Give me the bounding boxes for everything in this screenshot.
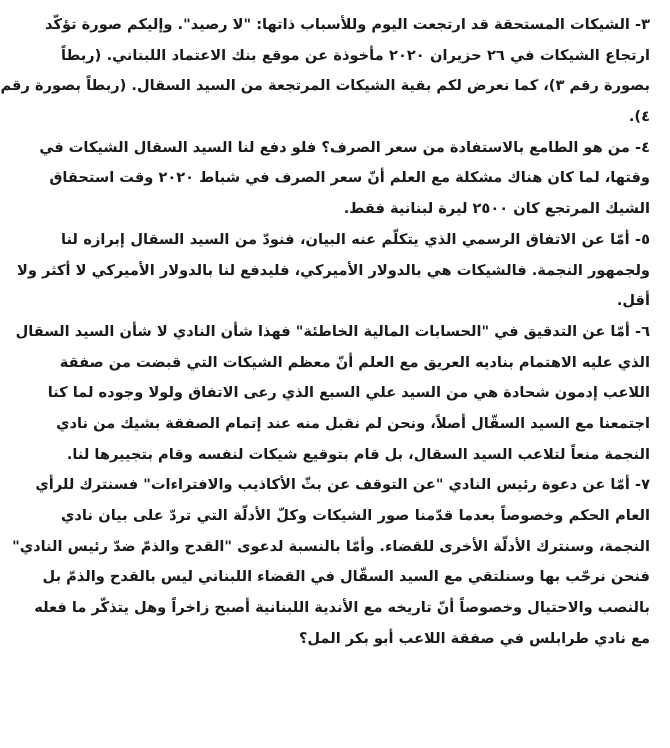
text-line: فنحن نرحّب بها وسنلتقي مع السيد السقّال في القضاء اللبناني ليس بالقدح والذمّ بل <box>42 568 650 586</box>
text-line: ٣- الشيكات المستحقة قد ارتجعت اليوم وللأسباب ذاتها: "لا رصيد". وإليكم صورة تؤكّد <box>45 16 650 33</box>
text-line: اللاعب إدمون شحادة هي من السيد علي السبع الذي رعى الاتفاق ولولا وجوده لما كنا <box>47 384 650 402</box>
text-line: ٧- أمّا عن دعوة رئيس النادي "عن التوقف عن بثّ الأكاذيب والافتراءات" فسنترك للرأي <box>35 476 650 494</box>
text-line: النجمة منعاً لتلاعب السيد السقال، بل قام بتوقيع شيكات لنفسه وقام بتجييرها لنا. <box>66 445 650 463</box>
paragraph-item-4 <box>39 133 650 225</box>
text-line: ٥- أمّا عن الاتفاق الرسمي الذي يتكلّم عنه البيان، فنودّ من السيد السقال إبرازه لنا <box>61 230 650 248</box>
paragraph-item-6 <box>15 317 650 470</box>
paragraph-item-5 <box>17 225 650 317</box>
paragraph-item-3 <box>0 10 650 133</box>
text-line: اجتمعنا مع السيد السقّال أصلاً، ونحن لم نقبل منه عند إتمام الصفقة بشيك من نادي <box>56 414 650 432</box>
text-line: النجمة، وسنترك الأدلّة الأخرى للقضاء. وأمّا بالنسبة لدعوى "القدح والذمّ ضدّ رئيس النادي" <box>12 537 650 555</box>
text-line: ٤- من هو الطامع بالاستفادة من سعر الصرف؟ فلو دفع لنا السيد السقال الشيكات في <box>39 138 650 156</box>
text-line: ارتجاع الشيكات في ٢٦ حزيران ٢٠٢٠ مأخوذة عن موقع بنك الاعتماد اللبناني. (ربطاً <box>61 46 650 64</box>
text-line: أقل. <box>616 292 650 310</box>
text-line: ولجمهور النجمة. فالشيكات هي بالدولار الأميركي، فليدفع لنا بالدولار الأميركي لا أكثر ولا <box>17 261 650 279</box>
text-line: وقتها، لما كان هناك مشكلة مع العلم أنّ سعر الصرف في شباط ٢٠٢٠ وقت استحقاق <box>49 169 650 187</box>
text-line: العام الحكم وخصوصاً بعدما قدّمنا صور الشيكات وكلّ الأدلّة التي تردّ على بيان نادي <box>61 507 650 524</box>
text-line: ٤). <box>628 108 650 126</box>
text-line: الذي عليه الاهتمام بناديه العريق مع العلم أنّ معظم الشيكات التي قبضت من صفقة <box>59 353 650 371</box>
text-line: ٦- أمّا عن التدقيق في "الحسابات المالية الخاطئة" فهذا شأن النادي لا شأن السيد السقال <box>15 322 650 340</box>
text-line: بالنصب والاحتيال وخصوصاً أنّ تاريخه مع الأندية اللبنانية أصبح زاخراً وهل يتذكّر ما فعله <box>34 599 650 617</box>
text-line: مع نادي طرابلس في صفقة اللاعب أبو بكر المل؟ <box>298 629 650 647</box>
text-line: بصورة رقم ٣)، كما نعرض لكم بقية الشيكات المرتجعة من السيد السقال. (ربطاً بصورة رقم <box>0 77 650 95</box>
paragraph-item-7 <box>12 470 650 654</box>
text-line: الشيك المرتجع كان ٢٥٠٠ ليرة لبنانية فقط. <box>343 200 650 218</box>
